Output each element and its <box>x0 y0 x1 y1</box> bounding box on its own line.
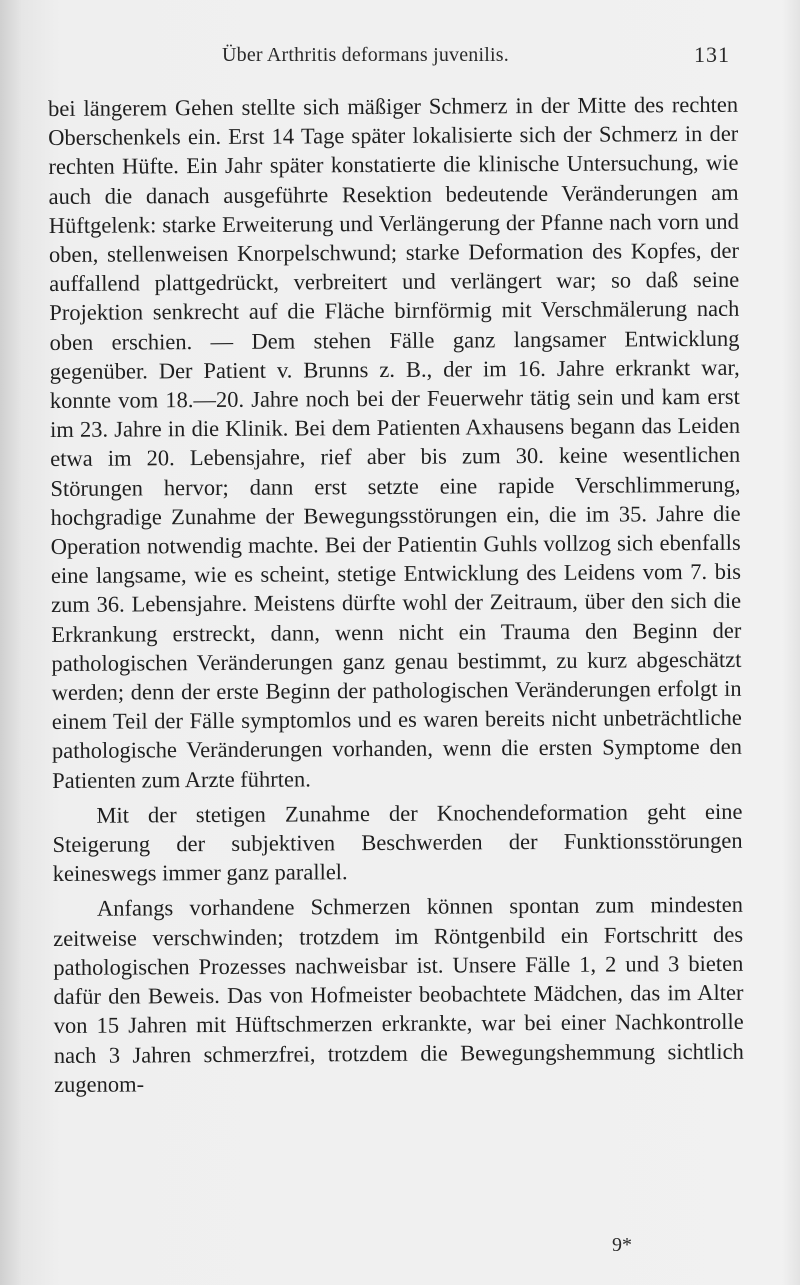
paragraph-1: bei längerem Gehen stellte sich mäßiger Schmerz in der Mitte des rechten Oberschenkels ein. Erst 14 Tage später lokalisierte sich der Schmerz in der rechten Hüfte. Ein Jahr später konstatierte die klinische Untersuchung, wie auch die danach ausgeführte Resektion bedeutende Veränderungen am Hüftgelenk: starke Erweiterung und Verlängerung der Pfanne nach vorn und oben, stellenweisen Knorpelschwund; starke Deformation des Kopfes, der auffallend plattgedrückt, verbreitert und verlängert war; so daß seine Projektion senkrecht auf die Fläche birnförmig mit Verschmälerung nach oben erschien. — Dem stehen Fälle ganz langsamer Entwicklung gegenüber. Der Patient v. Brunns z. B., der im 16. Jahre erkrankt war, konnte vom 18.—20. Jahre noch bei der Feuerwehr tätig sein und kam erst im 23. Jahre in die Klinik. Bei dem Patienten Axhausens begann das Leiden etwa im 20. Lebensjahre, rief aber bis zum 30. keine wesentlichen Störungen hervor; dann erst setzte eine rapide Verschlimmerung, hochgradige Zunahme der Bewegungsstörungen ein, die im 35. Jahre die Operation notwendig machte. Bei der Patientin Guhls vollzog sich ebenfalls eine langsame, wie es scheint, stetige Entwicklung des Leidens vom 7. bis zum 36. Lebensjahre. Meistens dürfte wohl der Zeitraum, über den sich die Erkrankung erstreckt, dann, wenn nicht ein Trauma den Beginn der pathologischen Veränderungen ganz genau bestimmt, zu kurz abgeschätzt werden; denn der erste Beginn der pathologischen Veränderungen erfolgt in einem Teil der Fälle symptomlos und es waren bereits nicht unbeträchtliche pathologische Veränderungen vorhanden, wenn die ersten Symptome den Patienten zum Arzte führten. <box>48 91 743 793</box>
page-number: 131 <box>694 42 730 67</box>
paragraph-2: Mit der stetigen Zunahme der Knochendeformation geht eine Steigerung der subjektiven Beschwerden der Funktionsstörungen keineswegs immer ganz parallel. <box>52 798 743 887</box>
running-title: Über Arthritis deformans juvenilis. <box>222 44 509 66</box>
page-header <box>48 42 752 76</box>
body-text <box>48 90 744 1105</box>
paragraph-3: Anfangs vorhandene Schmerzen können spontan zum mindesten zeitweise verschwinden; trotzdem im Röntgenbild ein Fortschritt des pathologischen Prozesses nachweisbar ist. Unsere Fälle 1, 2 und 3 bieten dafür den Beweis. Das von Hofmeister beobachtete Mädchen, das im Alter von 15 Jahren mit Hüftschmerzen erkrankte, war bei einer Nachkontrolle nach 3 Jahren schmerzfrei, trotzdem die Bewegungshemmung sichtlich zugenom- <box>53 892 744 1097</box>
signature-mark: 9* <box>612 1234 632 1256</box>
